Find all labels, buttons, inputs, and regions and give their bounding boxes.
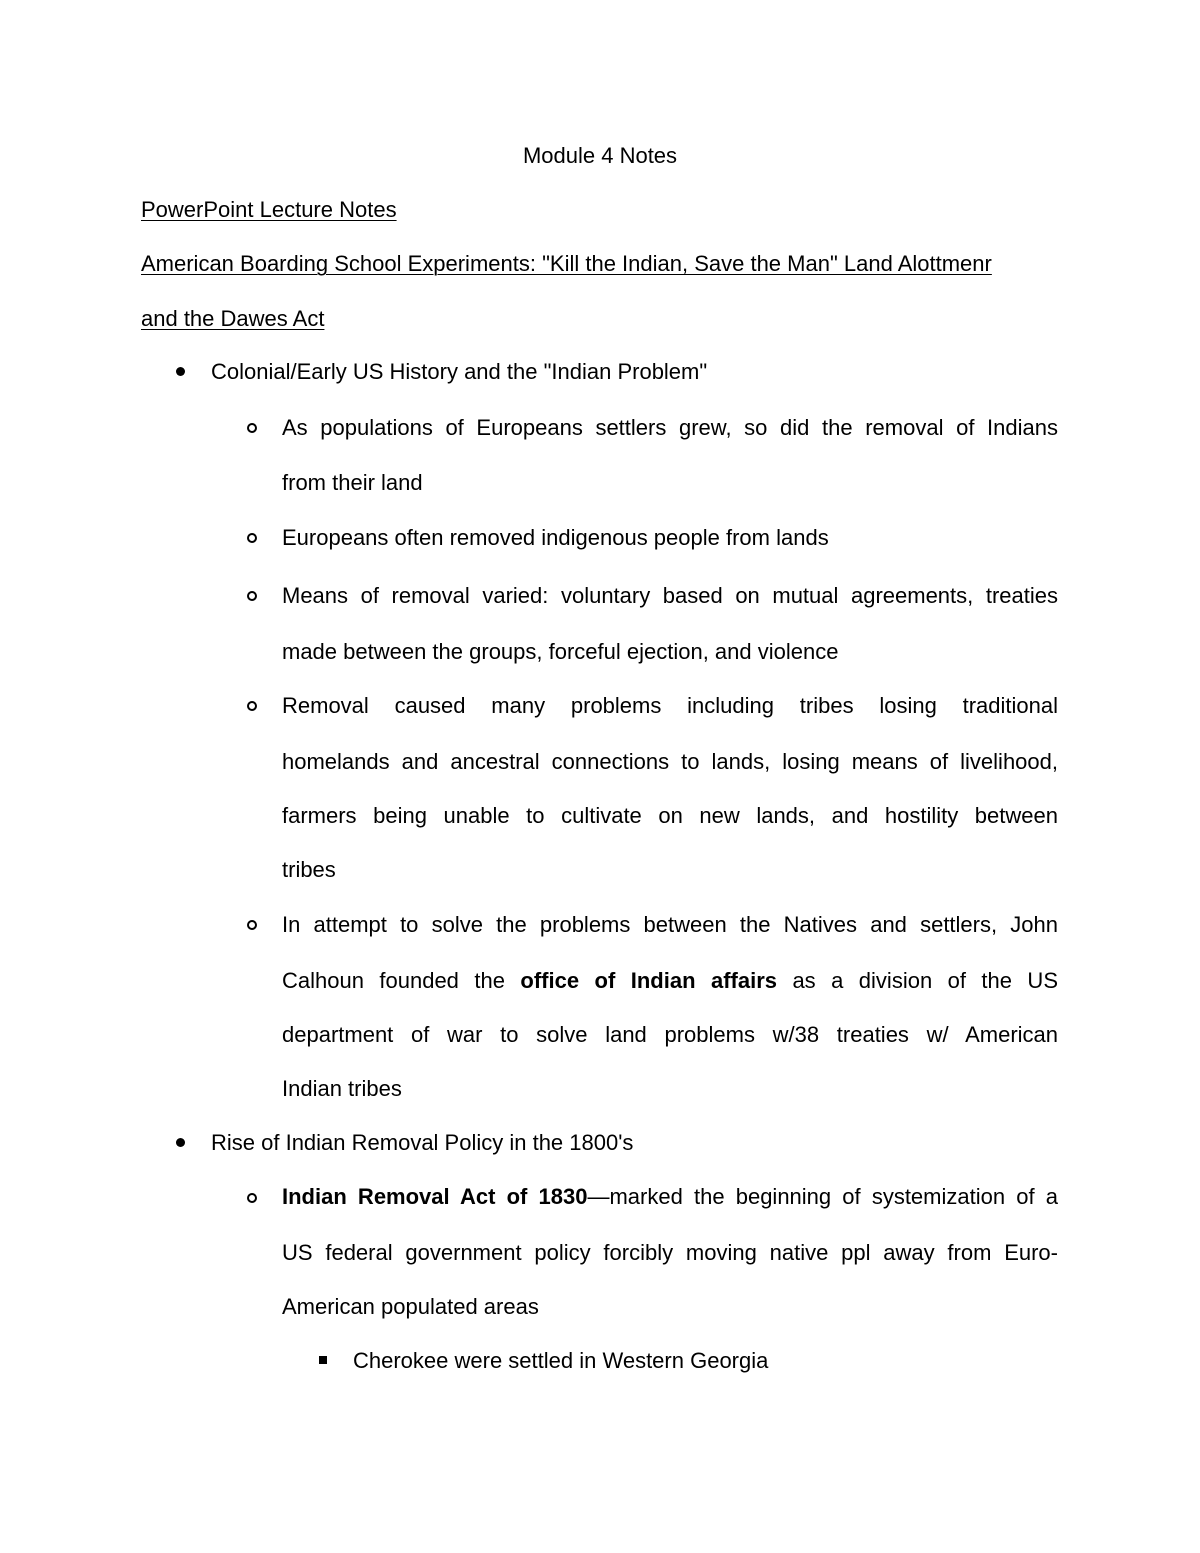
bullet-1-sub-5-line-1: In attempt to solve the problems between the Natives and settlers, John (282, 912, 1058, 937)
bullet-circle-icon (247, 1193, 257, 1203)
sub-1-line-1-rest: —marked the beginning of systemization of a (587, 1184, 1058, 1209)
bullet-1-text: Colonial/Early US History and the "Indian Problem" (211, 359, 708, 384)
bullet-square-icon (319, 1356, 327, 1364)
indian-removal-act-bold: Indian Removal Act of 1830 (282, 1184, 588, 1209)
bullet-1-sub-1-line-1: As populations of Europeans settlers grew, so did the removal of Indians (282, 415, 1058, 440)
bullet-1-sub-4-line-2: homelands and ancestral connections to lands, losing means of livelihood, (282, 749, 1058, 774)
bullet-2-sub-1-line-1 (282, 1183, 1058, 1211)
bullet-2-sub-1-subsub-1: Cherokee were settled in Western Georgia (353, 1348, 769, 1373)
sub-5-line-2-start: Calhoun founded the (282, 968, 521, 993)
page-title: Module 4 Notes (522, 143, 678, 168)
section-heading: PowerPoint Lecture Notes (141, 197, 397, 222)
bullet-1-sub-4-line-4: tribes (282, 857, 336, 882)
bullet-1-sub-5-line-3: department of war to solve land problems w/38 treaties w/ American (282, 1022, 1058, 1047)
bullet-2-sub-1-line-2: US federal government policy forcibly moving native ppl away from Euro- (282, 1240, 1058, 1265)
bullet-disc-icon (176, 367, 185, 376)
bullet-circle-icon (247, 701, 257, 711)
bullet-2-text: Rise of Indian Removal Policy in the 1800's (211, 1130, 634, 1155)
bullet-circle-icon (247, 533, 257, 543)
sub-5-line-2-end: as a division of the US (777, 968, 1058, 993)
bullet-circle-icon (247, 423, 257, 433)
subheading-line-2: and the Dawes Act (141, 306, 325, 331)
office-of-indian-affairs-bold: office of Indian affairs (520, 968, 777, 993)
bullet-1-sub-4-line-1: Removal caused many problems including tribes losing traditional (282, 693, 1058, 718)
bullet-2-sub-1-line-3: American populated areas (282, 1294, 539, 1319)
bullet-1-sub-3-line-2: made between the groups, forceful ejection, and violence (282, 639, 839, 664)
bullet-circle-icon (247, 920, 257, 930)
bullet-1-sub-2-line-1: Europeans often removed indigenous people from lands (282, 525, 829, 550)
bullet-circle-icon (247, 591, 257, 601)
bullet-1-sub-4-line-3: farmers being unable to cultivate on new lands, and hostility between (282, 803, 1058, 828)
subheading-line-1: American Boarding School Experiments: "Kill the Indian, Save the Man" Land Alottmenr (141, 251, 992, 276)
bullet-disc-icon (176, 1138, 185, 1147)
bullet-1-sub-5-line-4: Indian tribes (282, 1076, 402, 1101)
bullet-1-sub-5-line-2 (282, 967, 1058, 995)
bullet-1-sub-3-line-1: Means of removal varied: voluntary based on mutual agreements, treaties (282, 583, 1058, 608)
bullet-1-sub-1-line-2: from their land (282, 470, 423, 495)
